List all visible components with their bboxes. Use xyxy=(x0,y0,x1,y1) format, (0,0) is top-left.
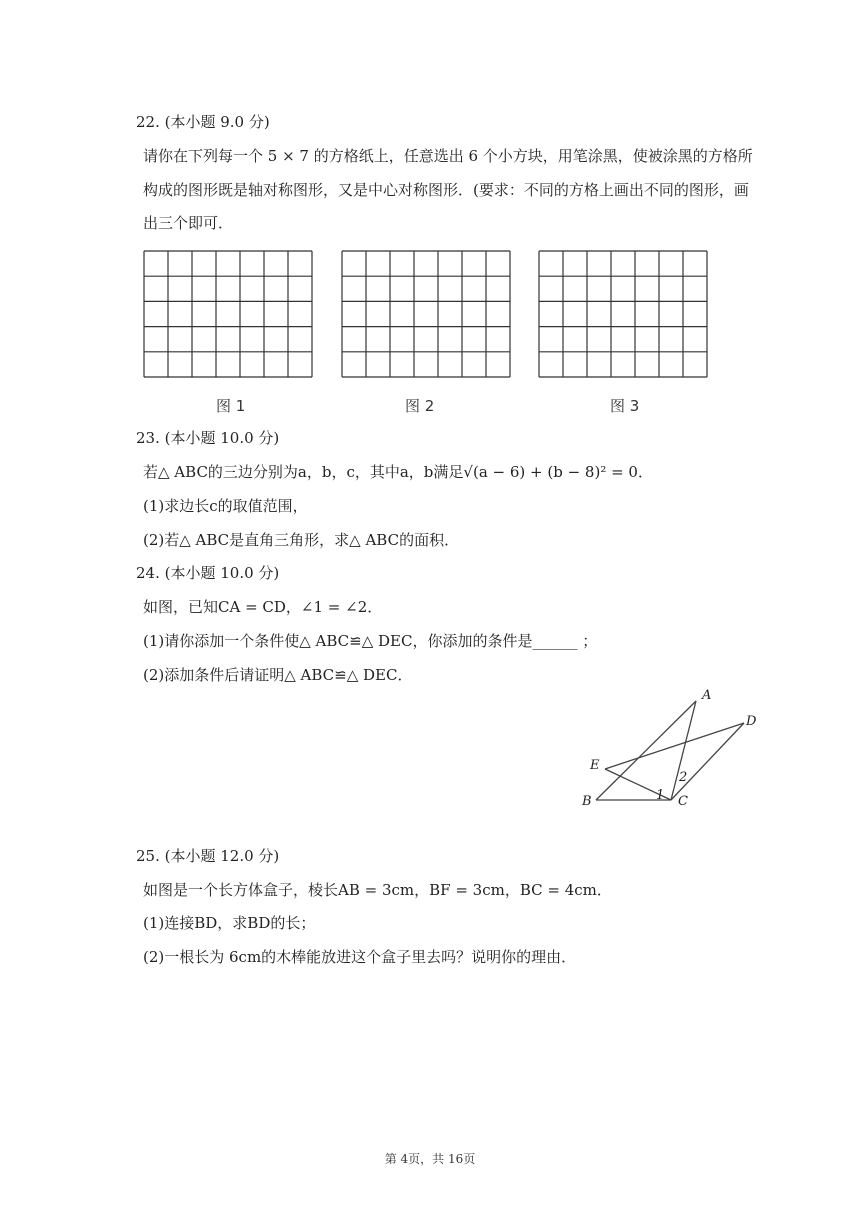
grid-figure-3 xyxy=(538,250,708,378)
q22-text-line-3: 出三个即可． xyxy=(143,214,234,232)
label-B: B xyxy=(582,794,592,809)
q23-part-1: (1)求边长c的取值范围， xyxy=(143,497,308,515)
label-C: C xyxy=(678,794,688,809)
page-footer: 第 4页，共 16页 xyxy=(384,1152,476,1166)
q22-header: 22. (本小题 9.0 分) xyxy=(136,113,270,131)
q25-header: 25. (本小题 12.0 分) xyxy=(136,847,280,865)
triangle-figure xyxy=(580,683,770,815)
caption-figure-1: 图 1 xyxy=(216,397,246,415)
grid-figure-1 xyxy=(143,250,313,378)
q22-text-line-1: 请你在下列每一个 5 × 7 的方格纸上，任意选出 6 个小方块，用笔涂黑，使被涂黑的方格所 xyxy=(143,147,753,165)
label-A: A xyxy=(702,688,712,703)
q23-text-line-1: 若△ ABC的三边分别为a，b，c，其中a，b满足√(a − 6) + (b − 8)² = 0． xyxy=(143,463,653,481)
q25-part-1: (1)连接BD，求BD的长； xyxy=(143,914,316,932)
q22-text-line-2: 构成的图形既是轴对称图形，又是中心对称图形．(要求：不同的方格上画出不同的图形，画 xyxy=(143,181,749,199)
q23-header: 23. (本小题 10.0 分) xyxy=(136,429,280,447)
q24-part-1: (1)请你添加一个条件使△ ABC≌△ DEC，你添加的条件是______ ； xyxy=(143,632,598,650)
q24-header: 24. (本小题 10.0 分) xyxy=(136,564,280,582)
q25-text-line-1: 如图是一个长方体盒子，棱长AB = 3cm，BF = 3cm，BC = 4cm． xyxy=(143,881,612,899)
label-angle-1: 1 xyxy=(656,788,665,803)
label-angle-2: 2 xyxy=(679,770,688,785)
caption-figure-3: 图 3 xyxy=(610,397,640,415)
caption-figure-2: 图 2 xyxy=(405,397,435,415)
label-D: D xyxy=(746,714,757,729)
q23-part-2: (2)若△ ABC是直角三角形，求△ ABC的面积． xyxy=(143,531,460,549)
label-E: E xyxy=(590,758,600,773)
q24-text-line-1: 如图，已知CA = CD，∠1 = ∠2． xyxy=(143,598,383,616)
grid-figure-2 xyxy=(341,250,511,378)
q25-part-2: (2)一根长为 6cm的木棒能放进这个盒子里去吗？说明你的理由． xyxy=(143,948,577,966)
q24-part-2: (2)添加条件后请证明△ ABC≌△ DEC． xyxy=(143,666,413,684)
